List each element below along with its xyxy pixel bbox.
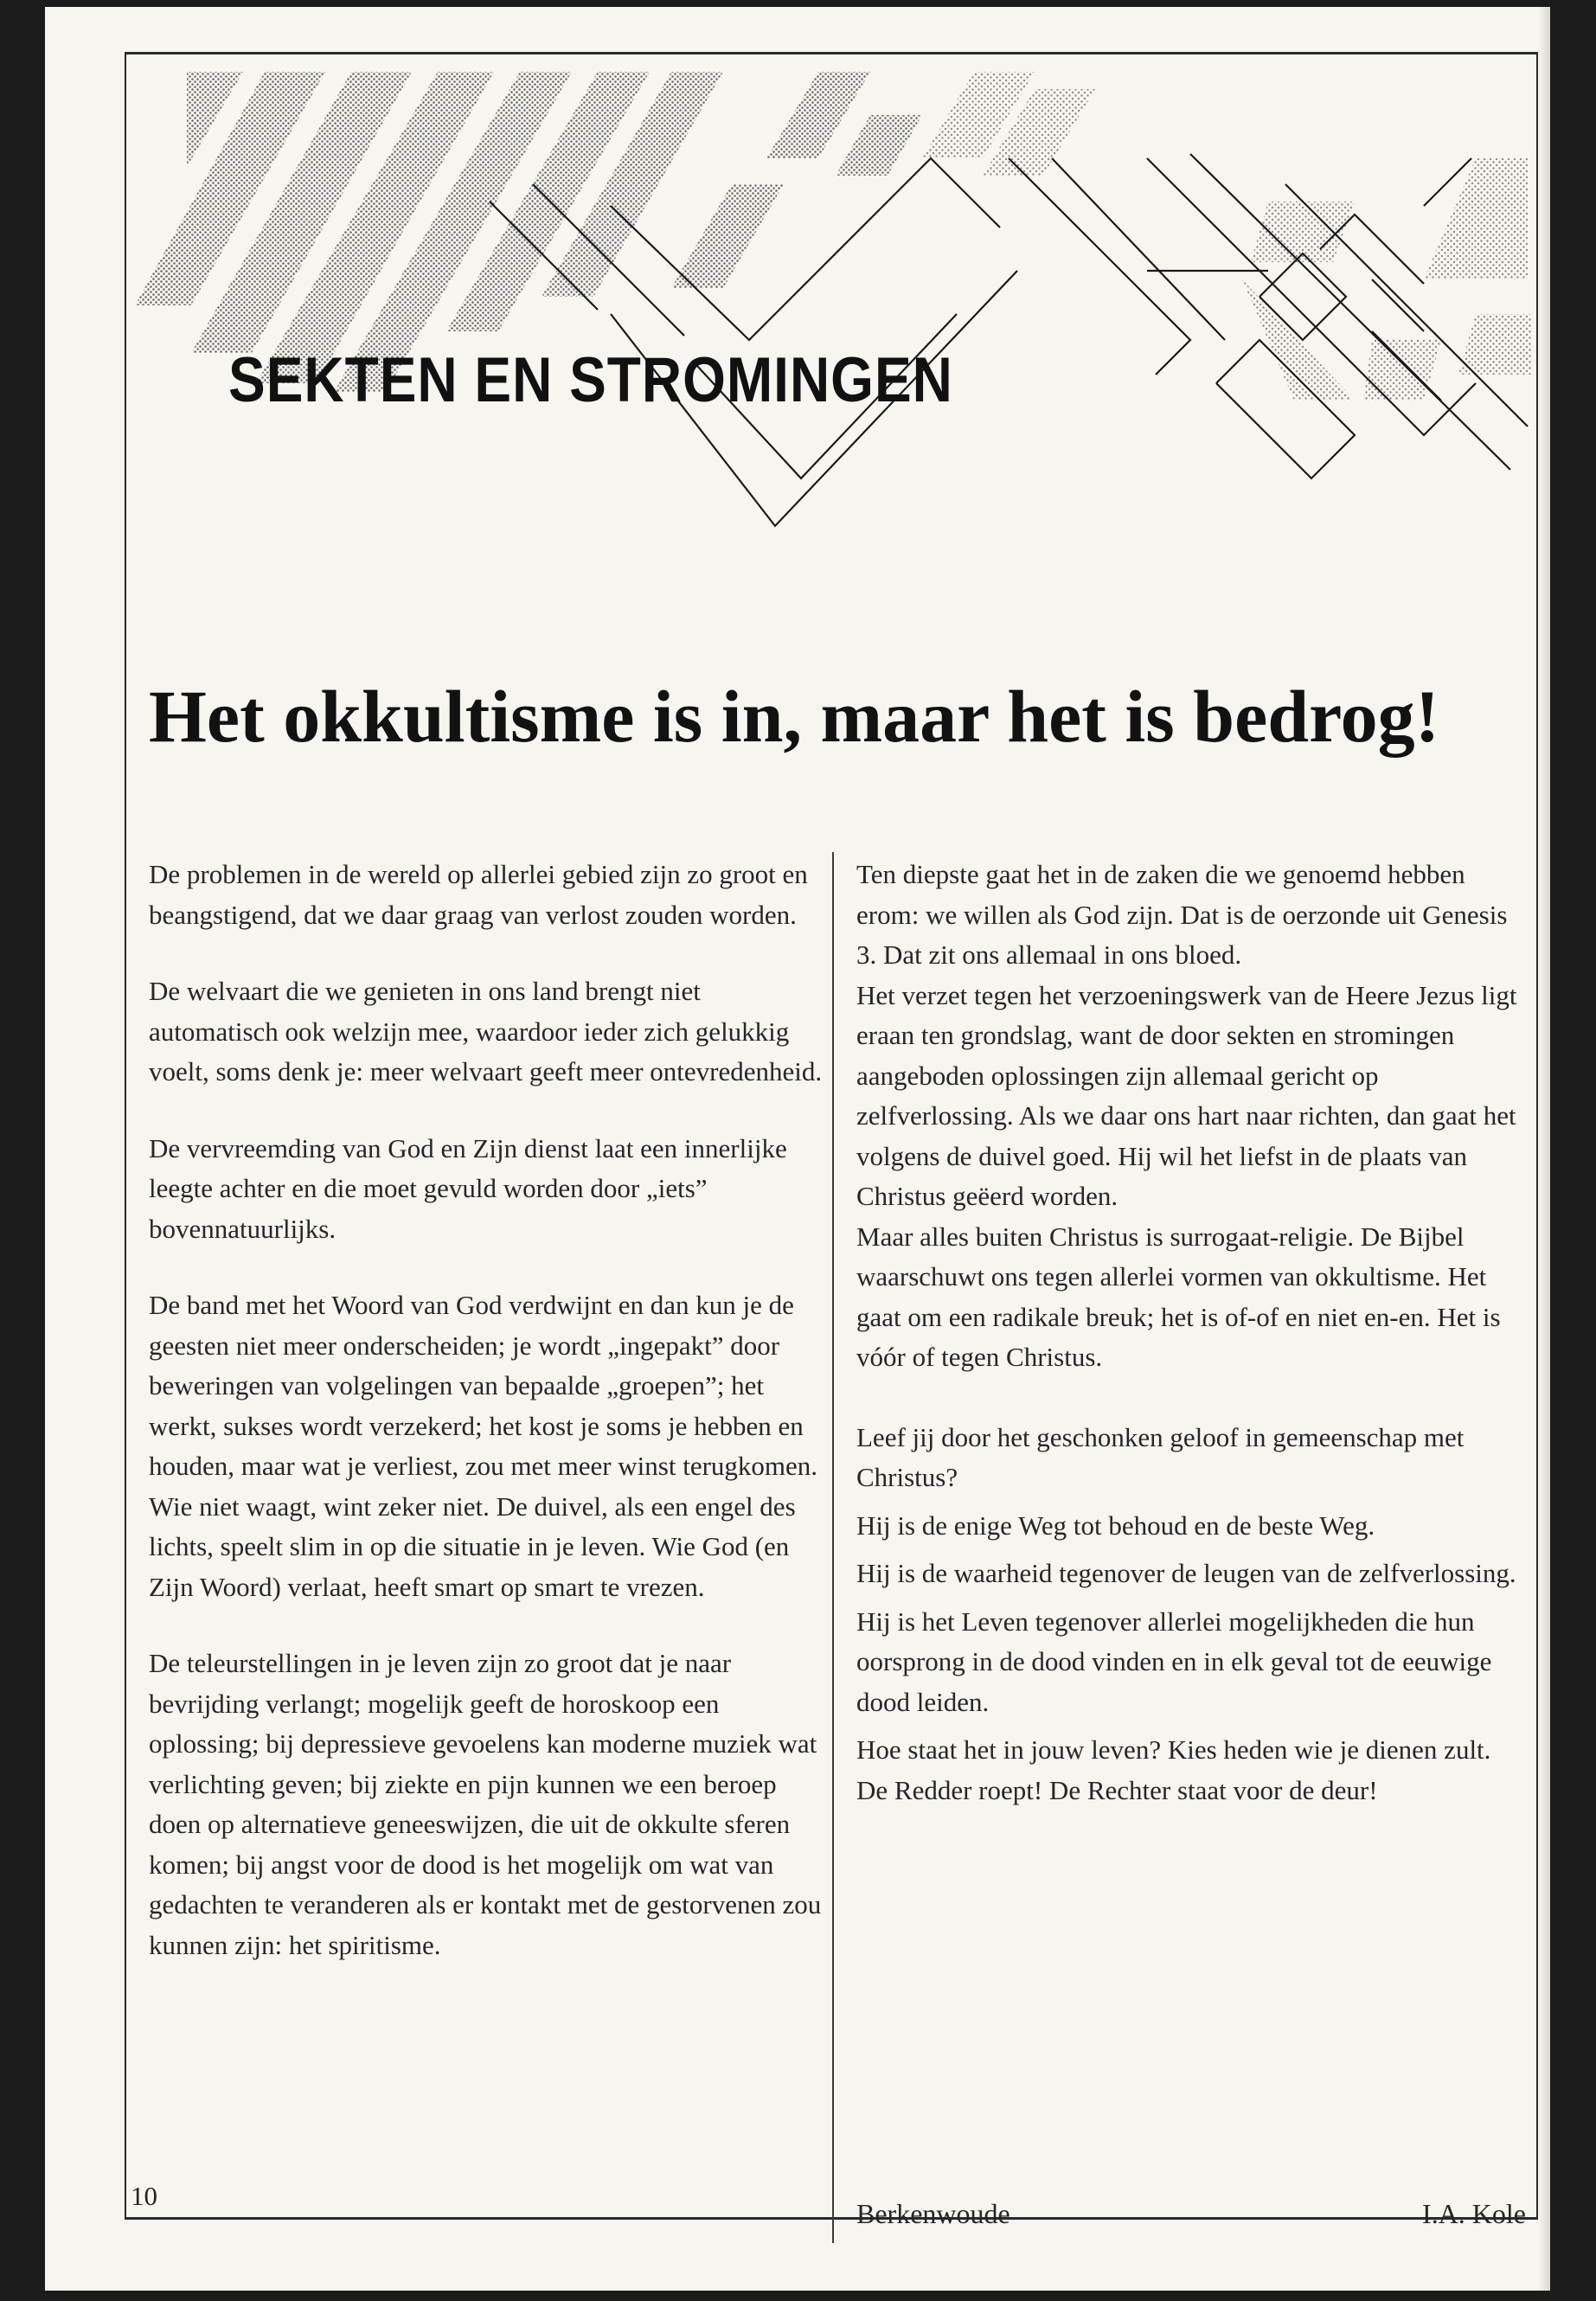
- right-column: [856, 855, 1526, 1811]
- paragraph: Hij is de waarheid tegenover de leugen van de zelfverlossing.: [856, 1558, 1516, 1588]
- signature-place: Berkenwoude: [856, 2198, 1010, 2229]
- paragraph: Maar alles buiten Christus is surrogaat-religie. De Bijbel waarschuwt ons tegen allerlei vormen van okkultisme. Het gaat om een radikale breuk; het is of-of en niet en-en. Het is vóór of tegen Christus.: [856, 1221, 1501, 1372]
- article-frame: [125, 52, 1539, 2229]
- section-banner: [126, 54, 1536, 574]
- paragraph: Hij is de enige Weg tot behoud en de beste Weg.: [856, 1509, 1375, 1541]
- paragraph: Ten diepste gaat het in de zaken die we genoemd hebben erom: we willen als God zijn. Dat is de oerzonde uit Genesis 3. Dat zit ons allemaal in ons bloed.: [856, 859, 1508, 970]
- article-headline: Het okkultisme is in, maar het is bedrog!: [149, 675, 1440, 758]
- paragraph: De vervreemding van God en Zijn dienst laat een innerlijke leegte achter en die moet gevuld worden door „iets” bovennatuurlijks.: [149, 1132, 787, 1244]
- paragraph: Hij is het Leven tegenover allerlei mogelijkheden die hun oorsprong in de dood vinden en in elk geval tot de eeuwige dood leiden.: [856, 1606, 1492, 1717]
- paragraph: De problemen in de wereld op allerlei gebied zijn zo groot en beangstigend, dat we daar graag van verlost zouden worden.: [149, 859, 808, 930]
- page-number: 10: [131, 2181, 157, 2211]
- paragraph: Het verzet tegen het verzoeningswerk van de Heere Jezus ligt eraan ten grondslag, want de door sekten en stromingen aangeboden oplossingen zijn allemaal gericht op zelfverlossing. Als we daar ons hart naar richten, dan gaat het volgens de duivel goed. Hij wil het liefst in de plaats van Christus geëerd worden.: [856, 979, 1517, 1211]
- column-divider: [832, 852, 834, 2243]
- paragraph: De teleurstellingen in je leven zijn zo groot dat je naar bevrijding verlangt; mogelijk geeft de horoskoop een oplossing; bij depressieve gevoelens kan moderne muziek wat verlichting geven; bij ziekte en pijn kunnen we een beroep doen op alternatieve geneeswijzen, die uit de okkulte sferen komen; bij angst voor de dood is het mogelijk om wat van gedachten te veranderen als er kontakt met de gestorvenen zou kunnen zijn: het spiritisme.: [149, 1648, 822, 1960]
- scan-edge: [1538, 7, 1550, 2291]
- signature-author: I.A. Kole: [1422, 2198, 1526, 2229]
- paragraph: Hoe staat het in jouw leven? Kies heden wie je dienen zult. De Redder roept! De Rechter staat voor de deur!: [856, 1734, 1491, 1805]
- paragraph: De band met het Woord van God verdwijnt en dan kun je de geesten niet meer onderscheiden; je wordt „ingepakt” door beweringen van volgelingen van bepaalde „groepen”; het werkt, sukses wordt verzekerd; het kost je soms je hebben en houden, maar wat je verliest, zou met meer winst terugkomen. Wie niet waagt, wint zeker niet. De duivel, als een engel des lichts, speelt slim in op die situatie in je leven. Wie God (en Zijn Woord) verlaat, heeft smart op smart te vrezen.: [149, 1290, 818, 1602]
- left-column: [149, 855, 824, 2002]
- paragraph: Leef jij door het geschonken geloof in gemeenschap met Christus?: [856, 1421, 1465, 1492]
- decorative-banner-graphic: [126, 54, 1536, 574]
- magazine-page: [45, 7, 1550, 2291]
- section-title: SEKTEN EN STROMINGEN: [228, 343, 953, 415]
- paragraph: De welvaart die we genieten in ons land brengt niet automatisch ook welzijn mee, waardoor ieder zich gelukkig voelt, soms denk je: meer welvaart geeft meer ontevredenheid.: [149, 976, 823, 1086]
